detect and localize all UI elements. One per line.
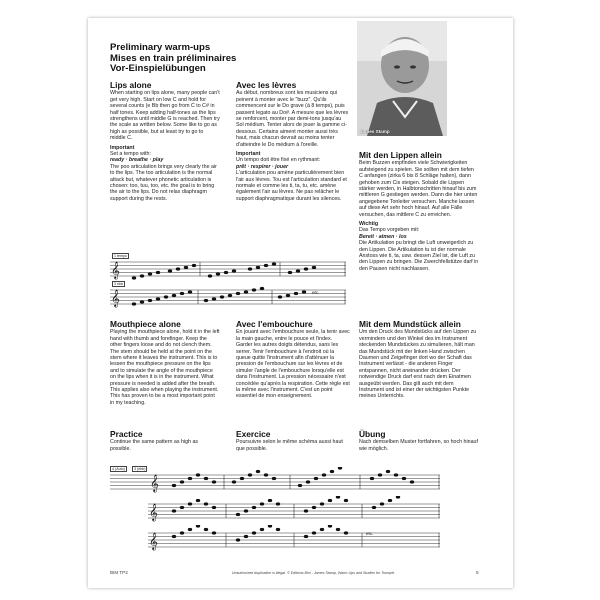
page-header — [110, 43, 260, 75]
svg-text:𝄞: 𝄞 — [111, 289, 120, 307]
staff-2-etc: etc. — [312, 290, 320, 295]
section-mit-lippen — [359, 151, 479, 275]
portrait-photo — [357, 21, 447, 136]
section-practice — [110, 430, 220, 455]
portrait-image — [357, 21, 447, 136]
music-staff-3 — [110, 467, 440, 493]
section-exercice — [236, 430, 350, 455]
section-lips-alone — [110, 81, 220, 205]
section-avec-levres — [236, 81, 350, 205]
heading-lips-alone: Lips alone — [110, 80, 152, 90]
music-staff-4 — [148, 496, 440, 522]
svg-text:𝄞: 𝄞 — [111, 261, 120, 279]
mouthpiece-body: Playing the mouthpiece alone, hold it in the left hand with thumb and forefinger. Keep the other fingers loose and do not clench them. The stem should be held at the point on the stem where it leaves the instrument. This is to lessen the mouthpiece pressure on the lips and to simulate the angle of the mouthpiece on the lips when it is in the instrument. What pressure is needed is added after the breath. This applies also when playing the instrument. This has proven to be a most important point in my teaching. — [110, 329, 220, 406]
uebung-body: Nach demselben Muster fortfahren, so hoch hinauf wie möglich. — [359, 439, 478, 452]
title-english: Preliminary warm-ups — [110, 42, 211, 53]
heading-mouthpiece: Mouthpiece alone — [110, 319, 181, 329]
heading-exercice: Exercice — [236, 429, 271, 439]
lips-alone-articulation: The poo articulation brings very clearly the air to the lips. The too articulation is the normal attack but, whatever phonetic articulation is chosen: too, tuu, too, etc. the goal is to bring the air to the lips. Do not relax diaphragm support during the rests. — [110, 163, 217, 202]
practice-body: Continue the same pattern as high as possible. — [110, 439, 199, 452]
lips-alone-body: When starting on lips alone, many people can't get very high. Start on low C and hold for several counts (e Bb then go from C to C# in half tones. Keep adding half-tones as the lips strengthens until middle G is reached. Then try the scale as written below. Some like to go as high as possible, but at least try to go to middle C. — [110, 90, 220, 142]
staff-2-label: 3 ebb — [114, 282, 123, 286]
avec-levres-articulation: L'articulation pou amène particulièrement bien l'air aux lèvres. Tou est l'articulation standard et normale et comme les ti, ta, tu, etc. amène également l'air au lèvres. Ne pas relâcher le support diaphragmatique durant les silences. — [236, 170, 347, 202]
important-label-fr: Important — [236, 150, 261, 157]
music-staff-2 — [110, 284, 346, 310]
heading-mundstueck: Mit dem Mundstück allein — [359, 319, 461, 329]
tempo-words-fr: prêt · respirer · jouer — [236, 163, 289, 170]
avec-levres-body: Au début, nombreux sont les musiciens qui peinent à monter avec le "buzz". Qu'ils commencent sur le Do grave (à 8 temps), puis passent legato au Do#. A mesure que les lèvres se renforcent, monter par demi-tons jusqu'au Sol médium. Tenter alors de jouer la gamme ci-dessous. Certains aiment monter aussi très haut, mais chacun devrait au moins tenter d'atteindre le Do médium à l'oreille. — [236, 90, 349, 148]
svg-text:𝄞: 𝄞 — [149, 503, 158, 521]
tempo-intro-de: Das Tempo vorgeben mit: — [359, 227, 420, 234]
title-french: Mises en train préliminaires — [110, 52, 237, 64]
section-mouthpiece — [110, 320, 220, 409]
music-staff-5 — [148, 525, 440, 551]
heading-practice: Practice — [110, 429, 143, 439]
tempo-words-de: Bereit · atmen · los — [359, 233, 407, 240]
svg-text:𝄞: 𝄞 — [149, 532, 158, 550]
mit-lippen-articulation: Die Artikulation pu bringt die Luft unweigerlich zu den Lippen. Die Artikulation tu ist der normale Anstoss wie ti, ta, usw. dessen Ziel ist, die Luft zu den Lippen zu bringen. Die Zwerchfellstütze darf in den Pausen nicht nachlassen. — [359, 240, 479, 272]
title-german: Vor-Einspielübungen — [110, 63, 206, 75]
book-page — [88, 18, 513, 588]
svg-text:𝄞: 𝄞 — [150, 474, 159, 492]
staff-1-tempo-label: 1 tempo — [114, 254, 127, 258]
section-embouchure — [236, 320, 350, 403]
important-label-en: Important — [110, 144, 135, 151]
embouchure-body: En jouant avec l'embouchure seule, la tenir avec la main gauche, entre le pouce et l'index. Garder les autres doigts détendus, sans les serrer. Tenir l'embouchure à l'endroit où la queue quitte l'instrument afin d'atténuer la pression de l'embouchure sur les lèvres et de simuler l'angle de l'embouchure lorsqu'elle est dans l'instrument. La pression nécessaire n'est concédée qu'après la respiration. Cette règle est la même avec l'instrument. C'est un point essentiel de mon enseignement. — [236, 329, 350, 400]
photo-caption: James Stamp — [360, 129, 390, 134]
heading-uebung: Übung — [359, 429, 386, 439]
mit-lippen-body: Beim Buzzen empfinden viele Schwierigkeiten aufsteigend zu spielen. Sie sollten mit dem tiefen C anfangen (zirka 6 bis 8 Schläge halten), dann gehoben zum Cis steigen. Sobald die Lippen stärker werden, in Halbtonschritten hinauf bis zum mittleren G gestiegen werden. Dann die hier unten angegebene Tonleiter versuchen. Manche lassen auf diese Art sehr hoch hinauf. Auf alle Fälle versuchen, das mittlere C zu erreichen. — [359, 160, 478, 218]
staff-3-label: 3 (ebb) — [134, 467, 146, 471]
staff-3-tempo-label: 4 (Auto) — [112, 467, 125, 471]
exercice-body: Poursuivre selon le même schéma aussi haut que possible. — [236, 439, 343, 452]
heading-mit-lippen: Mit den Lippen allein — [359, 150, 442, 160]
footer-code: BIM TP2 — [110, 570, 128, 575]
footer-copyright: Unauthorized duplication is illegal. © Editions Bim - James Stamp, Warm-Ups and Studies for Trumpet — [231, 571, 395, 575]
important-label-de: Wichtig — [359, 220, 379, 227]
tempo-words-en: ready · breathe · play — [110, 157, 164, 164]
page-number: 5 — [476, 570, 479, 575]
heading-avec-levres: Avec les lèvres — [236, 80, 297, 90]
staff-5-etc: etc. — [366, 531, 374, 536]
mundstueck-body: Um den Druck des Mundstücks auf den Lippen zu vermindern und den Winkel des im Instrument steckenden Mundstückes zu simulieren, hält man das Mundstück mit der linken Hand zwischen Daumen und Zeigefinger dort wo der Schaft das Instrument verlässt - die anderen Finger entspannen, nicht aneinander drücken. Der notwendige Druck darf erst nach dem Einatmen ausgeübt werden. Das gilt auch mit dem Instrument und ist einer der wichtigsten Punkte meines Unterrichts. — [359, 329, 477, 400]
section-uebung — [359, 430, 479, 455]
section-mundstueck — [359, 320, 479, 403]
heading-embouchure: Avec l'embouchure — [236, 319, 313, 329]
music-staff-1 — [110, 256, 346, 282]
tempo-intro-fr: Un tempo doit être fixé en rythmant: — [236, 157, 321, 164]
tempo-intro-en: Set a tempo with: — [110, 150, 151, 157]
